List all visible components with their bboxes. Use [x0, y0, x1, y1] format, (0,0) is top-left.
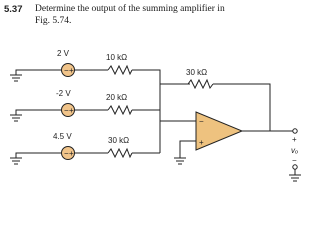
- output-voltage-label: vₒ: [291, 146, 299, 155]
- resistor-1-symbol: [108, 66, 132, 74]
- source-2-minus-sign: −: [64, 106, 69, 115]
- ground-symbols: [10, 75, 301, 181]
- source-1-minus-sign: −: [64, 66, 69, 75]
- ground-icon: [10, 75, 22, 81]
- resistor-3-symbol: [108, 149, 132, 157]
- problem-text-figure-ref: Fig. 5.74.: [35, 16, 72, 26]
- voltage-source-1: [62, 64, 75, 77]
- wire-noninverting-ground: [180, 141, 196, 158]
- output-terminal-top: [293, 129, 297, 133]
- opamp-noninverting-sign: +: [199, 138, 204, 147]
- resistor-3-label: 30 kΩ: [108, 136, 130, 145]
- resistor-1-label: 10 kΩ: [106, 53, 128, 62]
- problem-text: Determine the output of the summing amplifier in: [35, 4, 225, 14]
- opamp-inverting-sign: −: [199, 117, 204, 126]
- op-amp: [196, 112, 242, 150]
- ground-icon: [10, 115, 22, 121]
- output-minus-sign: −: [292, 156, 297, 165]
- source-3-label: 4.5 V: [53, 132, 72, 141]
- wires: [16, 70, 295, 175]
- source-3-plus-sign: +: [69, 149, 74, 158]
- source-3-minus-sign: −: [64, 149, 69, 158]
- output-terminal-bottom: [293, 165, 297, 169]
- ground-icon: [10, 158, 22, 164]
- feedback-resistor-label: 30 kΩ: [186, 68, 208, 77]
- problem-number: 5.37: [4, 4, 23, 15]
- ground-icon: [174, 158, 186, 164]
- voltage-source-2: [62, 104, 75, 117]
- wire-source1-ground: [16, 70, 62, 75]
- wire-source2-ground: [16, 110, 62, 115]
- source-2-label: -2 V: [56, 89, 71, 98]
- ground-icon: [289, 175, 301, 181]
- wire-source3-ground: [16, 153, 62, 158]
- source-1-label: 2 V: [57, 49, 70, 58]
- feedback-resistor-symbol: [188, 80, 213, 88]
- resistor-2-label: 20 kΩ: [106, 93, 128, 102]
- source-1-plus-sign: +: [69, 66, 74, 75]
- output-plus-sign: +: [292, 135, 297, 144]
- source-2-plus-sign: +: [69, 106, 74, 115]
- resistor-2-symbol: [108, 106, 132, 114]
- wire-summing-bus: [132, 70, 160, 153]
- voltage-source-3: [62, 147, 75, 160]
